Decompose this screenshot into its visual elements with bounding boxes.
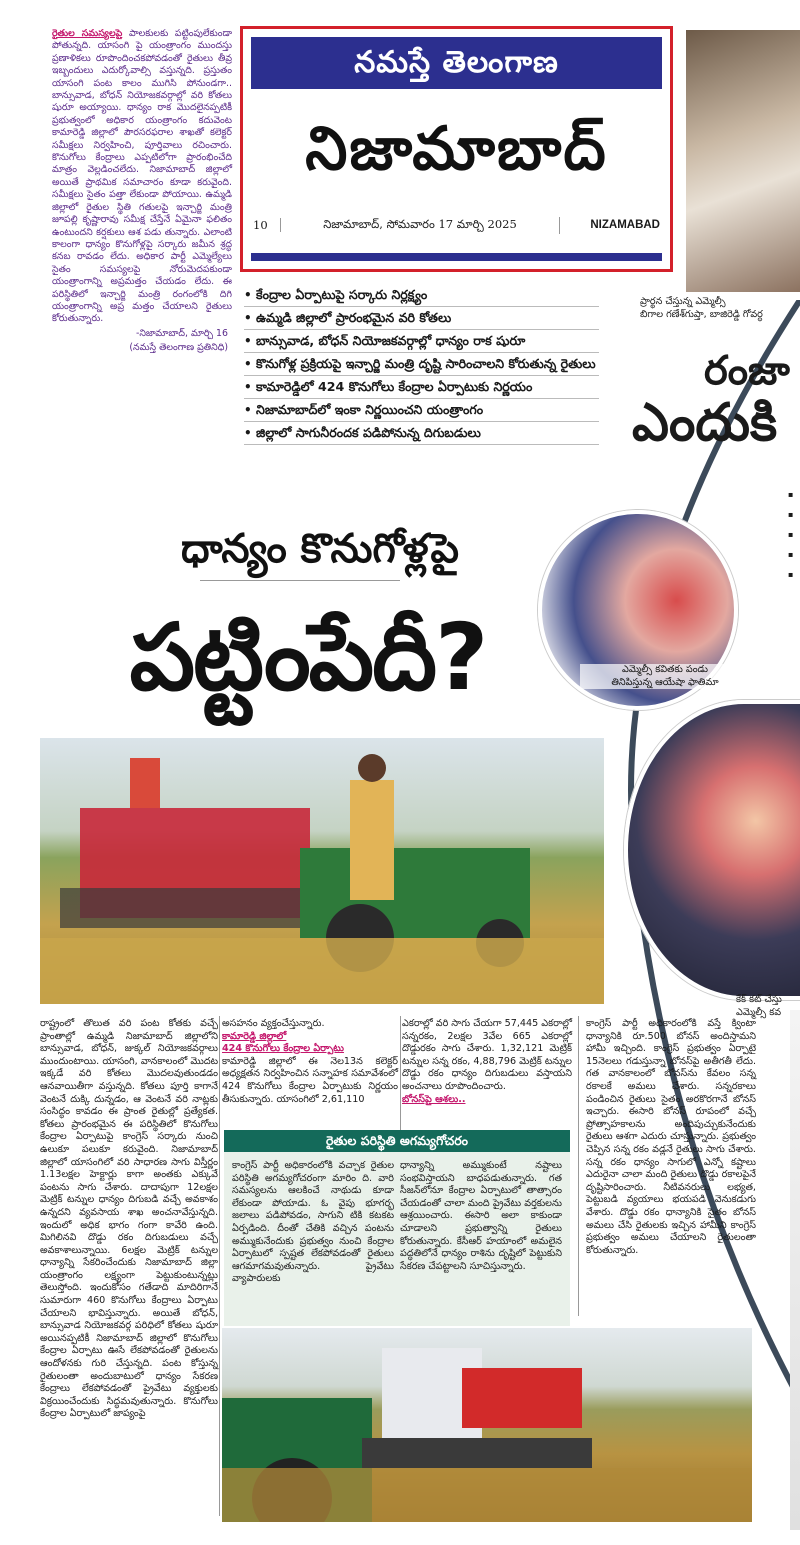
page-number: 10	[253, 218, 281, 232]
highlight-item: • జిల్లాలో సాగునీరందక పడిపోనున్న దిగుబడులు	[244, 422, 599, 445]
box-column-b	[400, 1160, 562, 1273]
box-column-a	[232, 1160, 394, 1286]
prayer-photo	[686, 30, 800, 292]
edition-date: నిజామాబాద్, సోమవారం 17 మార్చి 2025	[281, 217, 560, 234]
masthead-title: నిజామాబాద్	[305, 114, 608, 184]
main-headline: పట్టింపేదీ?	[129, 604, 487, 711]
subheading: కామారెడ్డి జిల్లాలో	[222, 1030, 287, 1042]
feeding-photo-caption	[580, 664, 750, 689]
article-text: అసహనం వ్యక్తంచేస్తున్నారు.	[222, 1018, 325, 1029]
subheading: బోనస్‌పై ఆశలు..	[402, 1093, 466, 1105]
kicker-rule	[200, 580, 400, 581]
right-edge-strip	[790, 1010, 800, 1530]
highlight-item: • బాన్సువాడ, బోధన్ నియోజకవర్గాల్లో ధాన్యం రాక షురూ	[244, 330, 599, 353]
article-text: కాంగ్రెస్ పార్టీ అధికారంలోకి వస్తే క్వింటా ధాన్యానికి రూ.500 బోనస్ అందిస్తామని హామీ ఇచ్చింది. కాంగ్రెస్ ప్రభుత్వం ఏర్పాటై 15నెలలు గడుస్తున్నా బోనస్‌పై అతీగతీ లేదు. గత వానకాలంలో బోనస్‌ను కేవలం సన్న రకాలకే అమలు చేశారు. సన్నరకాలు పండించిన రైతులు సైతం అరకొరగానే బోనస్ ఇచ్చారు. ఈసారి బోనస్ రూపంలో వచ్చే ప్రోత్సాహకాలను అందిపుచ్చుకునేందుకు రైతులు ఆశగా ఎదురు చూస్తున్నారు. ప్రభుత్వం చెప్పిన సన్న రకం వడ్లనే రైతులు సాగు చేశారు. సన్న రకం ధాన్యం సాగులో ఎన్నో కష్టాలు ఎదురైనా చాలా మంది రైతులు దొడ్డు రకాలపైనే దృష్టిసారించారు. నీటివనరులు లభ్యత, పెట్టుబడి వ్యయాలు భయపడి వెనుకడుగు వేశారు. దొడ్డు రకం ధాన్యానికి సైతం బోనస్ అమలు చేసి రైతులకు ఇచ్చిన హామీని కాంగ్రెస్ ప్రభుత్వం అమలు చేయాలని రైతులంతా కోరుతున్నారు.	[586, 1018, 756, 1256]
edition-city: NIZAMABAD	[590, 219, 660, 231]
box-text: కాంగ్రెస్ పార్టీ అధికారంలోకి వచ్చాక రైతుల పరిస్థితి అగమ్యగోచరంగా మారిం ది. వారి సమస్యలను ఆలకించే నాథుడు కూడా లేకుండా పోయాడు. ఓ వైపు భూగర్భ జలాలు పడిపోవడం, సాగుని టికి కటకట ఏర్పడింది. దీంతో చేతికి వచ్చిన పంటను అమ్ముకునేందుకు ప్రభుత్వం నుంచి కేంద్రాల ఏర్పాటులో స్పష్టత లేకపోవడంతో రైతులు ఆగమాగమవుతున్నారు. ప్రైవేటు వ్యాపారులకు	[232, 1160, 394, 1285]
right-headline-a: రంజా	[704, 348, 790, 394]
masthead-info-bar	[253, 211, 660, 239]
sidebar-heading: రైతుల సమస్యలపై	[52, 28, 123, 39]
sidebar-article	[52, 28, 232, 355]
highlight-item: • కేంద్రాల ఏర్పాటుపై సర్కారు నిర్లక్ష్యం	[244, 284, 599, 307]
harvester-photo	[40, 738, 604, 1004]
prayer-caption-line-1: ప్రార్థన చేస్తున్న ఎమ్మెల్సీ	[640, 296, 726, 307]
feeding-caption-line-2: తినిపిస్తున్న ఆయేషా ఫాతిమా	[611, 676, 719, 688]
masthead	[240, 26, 673, 272]
sidebar-byline: (నమస్తే తెలంగాణ ప్రతినిధి)	[129, 342, 228, 354]
highlight-item: • కొనుగోళ్ల ప్రక్రియపై ఇన్చార్జి మంత్రి దృష్టి సారించాలని కోరుతున్న రైతులు	[244, 353, 599, 376]
harvester-illustration	[40, 738, 604, 1004]
masthead-bottom-bar	[251, 253, 662, 261]
masthead-brand: నమస్తే తెలంగాణ	[251, 37, 662, 89]
article-column-4	[586, 1018, 756, 1257]
column-divider	[400, 1016, 401, 1130]
headline-kicker: ధాన్యం కొనుగోళ్లపై	[181, 526, 459, 572]
box-text: ధాన్యాన్ని అమ్ముకుంటే నష్టాలు సంభవిస్తాయని బాధపడుతున్నారు. గత సీజన్‌లోనూ కేంద్రాల ఏర్పాటులో తాత్సారం చేయడంతో చాలా మంది ప్రైవేటు వర్తకులను ఆశ్రయించారు. ఈసారి అలా కాకుండా చూడాలని ప్రభుత్వాన్ని రైతులు కోరుతున్నారు. కేసీఆర్ హయాంలో అమలైన పద్ధతిలోనే ధాన్యం రాశిను దృష్టిలో పెట్టుకుని సేకరణ చేపట్టాలని సూచిస్తున్నారు.	[400, 1160, 562, 1272]
article-text: కామారెడ్డి జిల్లాలో ఈ నెల13న కలెక్టర్ అధ్యక్షతన నిర్వహించిన సన్నాహక సమావేశంలో 424 కొనుగోలు కేంద్రాల ఏర్పాటుకు నిర్ణయం తీసుకున్నారు. యాసంగిలో 2,61,110	[222, 1055, 398, 1105]
subheading: 424 కొనుగోలు కేంద్రాల ఏర్పాటు	[222, 1043, 344, 1055]
event-caption-line-1: కేక్ కట్ చేస్తు	[736, 994, 782, 1005]
column-divider	[219, 1016, 220, 1516]
sidebar-dateline: -నిజామాబాద్, మార్చి 16	[135, 327, 228, 339]
highlight-item: • ఉమ్మడి జిల్లాలో ప్రారంభమైన వరి కోతలు	[244, 307, 599, 330]
farmers-situation-box	[224, 1130, 570, 1326]
bottom-harvester-illustration	[222, 1328, 752, 1522]
right-bullet-dots: ▪ ▪ ▪ ▪ ▪	[788, 490, 794, 579]
bottom-harvester-photo	[222, 1328, 752, 1522]
sidebar-text: పాలకులకు పట్టింపులేకుండా పోతున్నది. యాసంగి పై యంత్రాంగం ముందస్తు ప్రణాళికలు రూపొందించకపోవడంతో రైతులు తీవ్ర ఇబ్బందులు ఎదుర్కోవాల్సి వస్తున్నది. ప్రస్తుతం యాసంగి పంట కాలం ముగిసి పోనుండగా.. బాన్సువాడ, బోధన్ నియోజకవర్గాల్లో వరి కోతలు షురూ అయ్యాయి. ధాన్యం రాక మొదలైనప్పటికీ ప్రభుత్వంలో అధికార యంత్రాంగం కదువెంట కామారెడ్డి జిల్లాలో పౌరసరఫరాల శాఖతో కలెక్టర్ సమీక్షలు నిర్వహించి, పూర్తివాలు రచించారు. కొనుగోలు కేంద్రాలు ఎప్పటిలోగా ప్రారంభించేది మాత్రం వెల్లడించలేదు. నిజామాబాద్ జిల్లాలో అయితే ప్రాథమిక సమాచారం కూడా కరువైంది. సమీక్షలు సైతం పత్తా లేకుండా పోయాయి. ఉమ్మడి జిల్లాలో రైతుల స్థితి గతులపై ఇన్చార్జి మంత్రి జూపల్లి కృష్ణారావు సమీక్ష చేస్తేనే ఏమైనా ఫలితం ఉంటుందని కర్షకులు ఆశ పడు తున్నారు. ఎలాంటి కాలంగా ధాన్యం కొనుగోళ్లపై సర్కారు జమీన శ్రద్ధ కనబ రావడం లేదు. అధికార పార్టీ ఎమ్మెల్యేలు సైతం సమస్యలపై నోరుమెదపకుండా యంత్రాంగాన్ని అప్రమత్తం చేయడం లేదు. ఈ పరిస్థితిలో ఇన్చార్జి మంత్రి రంగంలోకి దిగి యంత్రాంగాన్ని అప్ర మత్తం చేయాలని రైతులు కోరుతున్నారు.	[52, 28, 233, 325]
article-column-1	[40, 1018, 218, 1421]
right-headline-b: ఎందుకి	[632, 393, 778, 453]
article-column-2	[222, 1018, 398, 1106]
highlight-item: • నిజామాబాద్‌లో ఇంకా నిర్ణయించని యంత్రాంగం	[244, 399, 599, 422]
event-caption-line-2: ఎమ్మెల్సీ కవ	[736, 1006, 782, 1018]
column-divider	[578, 1016, 579, 1316]
highlights-list	[244, 284, 599, 445]
box-title: రైతుల పరిస్థితి అగమ్యగోచరం	[224, 1130, 570, 1152]
prayer-caption-line-2: బిగాల గణేశ్‌గుప్తా, బాజిరెడ్డి గోవర్ధ	[640, 308, 763, 320]
article-text: ఎకరాల్లో వరి సాగు చేయగా 57,445 ఎకరాల్లో సన్నరకం, 2లక్షల 3వేల 665 ఎకరాల్లో దొడ్డురకం సాగు చేశారు. 1,32,121 మెట్రిక్ టన్నుల సన్న రకం, 4,88,796 మెట్రిక్ టన్నుల దొడ్డు రకం ధాన్యం దిగుబడులు వస్తాయని అంచనాలు రూపొందించారు.	[402, 1018, 572, 1092]
article-column-3	[402, 1018, 572, 1106]
sidebar-body	[52, 28, 232, 326]
article-text: రాష్ట్రంలో తొలుత వరి పంట కోతకు వచ్చే ప్రాంతాల్లో ఉమ్మడి నిజామాబాద్ జిల్లాలోని బాన్సువాడ, బోధన్, జుక్కల్ నియోజకవర్గాలు ముందుంటాయి. యాసంగి, వానకాలంలో మొదట ఇక్కడే వరి కోతలు మొదలవుతుండడం ఆనవాయితీగా వస్తున్నది. కోతలు పూర్తి కాగానే వెంటనే దుక్కి దున్నడం, ఆ వెంటనే వరి నాట్లకు సంసిద్ధం కావడం ఈ ప్రాంత రైతుల్లో ప్రత్యేకత. కోతలు ప్రారంభమైన ఈ పరిస్థితిలో కొనుగోలు కేంద్రాల ఏర్పాటుపై కాంగ్రెస్ సర్కారు నుంచి ఉలుకూ పలుకూ కరువైంది. నిజామాబాద్ జిల్లాలో యాసంగిలో వరి సాధారణ సాగు విస్తీర్ణం 1.13లక్షల హెక్టార్లు కాగా అంతకు ఎక్కువే పంటను సాగు చేశారు. దాదాపుగా 12లక్షల మెట్రిక్ టన్నుల ధాన్యం దిగుబడి వచ్చే అవకాశం ఉన్నదని వ్యవసాయ శాఖ అంచనావేస్తున్నది. ఇందులో అధిక భాగం గంగా కావేరి ఉంది. మిగిలినవి దొడ్డు రకం దిగుబడులు వచ్చే అవకాశాలున్నాయి. 6లక్షల మెట్రిక్ టన్నుల ధాన్యాన్ని సేకరించేందుకు నిజామాబాద్ జిల్లా యంత్రాంగం లక్ష్యంగా పెట్టుకుంటున్నట్లు తెలుస్తోంది. ఇందుకోసం గతేడాది మాదిరిగానే సుమారుగా 460 కొనుగోలు కేంద్రాలు ఏర్పాటు చేయాలని భావిస్తున్నారు. అయితే బోధన్, బాన్సువాడ నియోజకవర్గ పరిధిలో కోతలు షురూ అయినప్పటికీ నిజామాబాద్ జిల్లాలో కొనుగోలు కేంద్రాల ఏర్పాటు ఊసే లేకపోవడంతో రైతులను ఆందోళనకు గురి చేస్తున్నది. పంట కోస్తున్న రైతులంతా అందుబాటులో ధాన్యం సేకరణ కేంద్రాలు లేకపోవడంతో ప్రైవేటు వ్యక్తులకు విక్రయించేందుకు సిద్ధమవుతున్నారు. కొనుగోలు కేంద్రాల ఏర్పాటులో జాప్యంపై	[40, 1018, 218, 1420]
highlight-item: • కామారెడ్డిలో 424 కొనుగోలు కేంద్రాల ఏర్పాటుకు నిర్ణయం	[244, 376, 599, 399]
feeding-caption-line-1: ఎమ్మెల్సీ కవితకు పండు	[622, 664, 708, 675]
